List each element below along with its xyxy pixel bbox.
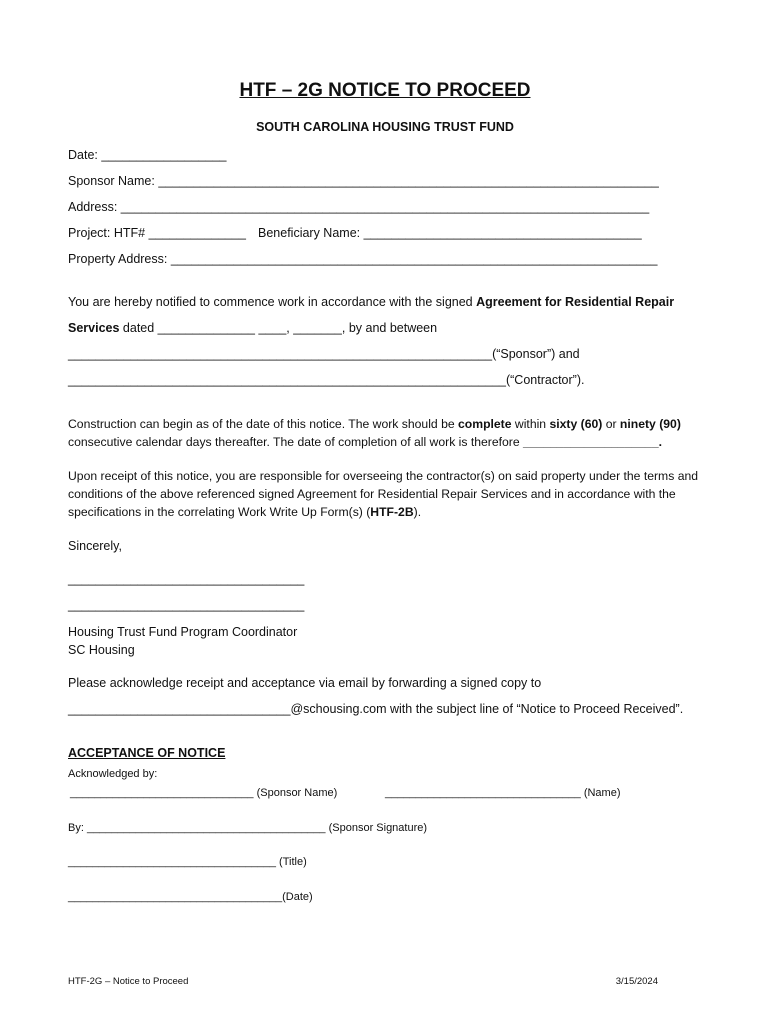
notice-line-1: You are hereby notified to commence work in accordance with the signed Agreement for Residential Repair bbox=[68, 295, 675, 309]
address-field: Address: ____________________________________________________________________________ bbox=[68, 200, 650, 214]
acknowledged-by-label: Acknowledged by: bbox=[68, 768, 158, 780]
property-address-field: Property Address: ______________________________________________________________________ bbox=[68, 252, 658, 266]
construction-paragraph: Construction can begin as of the date of this notice. The work should be complete within sixty (60) or ninety (90) consecutive calendar days thereafter. The date of completion of all work is therefore ____________________. bbox=[68, 417, 681, 449]
coordinator-title: Housing Trust Fund Program Coordinator bbox=[68, 625, 298, 639]
sincerely-text: Sincerely, bbox=[68, 539, 122, 553]
signature-line-2: __________________________________ bbox=[68, 598, 305, 612]
date-field: Date: __________________ bbox=[68, 148, 227, 162]
sponsor-signature-line: By: _______________________________________ (Sponsor Signature) bbox=[68, 822, 428, 834]
signature-line-1: __________________________________ bbox=[68, 572, 305, 586]
receipt-paragraph: Upon receipt of this notice, you are responsible for overseeing the contractor(s) on said property under the terms and conditions of the above referenced signed Agreement for Residential Repair Services and in accordance with the specifications in the correlating Work Write Up Form(s) (HTF-2B). bbox=[68, 469, 699, 519]
acknowledge-instruction: Please acknowledge receipt and acceptance via email by forwarding a signed copy to bbox=[68, 676, 542, 690]
acceptance-heading: ACCEPTANCE OF NOTICE bbox=[68, 746, 226, 760]
project-htf-field: Project: HTF# ______________ bbox=[68, 226, 246, 240]
document-title: HTF – 2G NOTICE TO PROCEED bbox=[239, 80, 531, 101]
sponsor-line: _____________________________________________________________(“Sponsor”) and bbox=[68, 347, 580, 361]
document-subtitle: SOUTH CAROLINA HOUSING TRUST FUND bbox=[256, 120, 514, 134]
beneficiary-name-field: Beneficiary Name: ________________________________________ bbox=[258, 226, 642, 240]
title-line: __________________________________ (Title) bbox=[68, 856, 307, 868]
sponsor-name-signature-line: ______________________________ (Sponsor Name) bbox=[70, 787, 338, 799]
date-signature-line: ___________________________________(Date) bbox=[68, 891, 313, 903]
contractor-line: _______________________________________________________________(“Contractor”). bbox=[68, 373, 585, 387]
sponsor-name-field: Sponsor Name: ________________________________________________________________________ bbox=[68, 174, 659, 188]
name-signature-line: ________________________________ (Name) bbox=[385, 787, 621, 799]
notice-line-2: Services dated ______________ ____, _______, by and between bbox=[68, 321, 438, 335]
email-line: ________________________________@schousing.com with the subject line of “Notice to Proceed Received”. bbox=[68, 702, 684, 716]
footer-form-name: HTF-2G – Notice to Proceed bbox=[68, 976, 189, 987]
organization-name: SC Housing bbox=[68, 643, 135, 657]
footer-date: 3/15/2024 bbox=[615, 976, 658, 987]
